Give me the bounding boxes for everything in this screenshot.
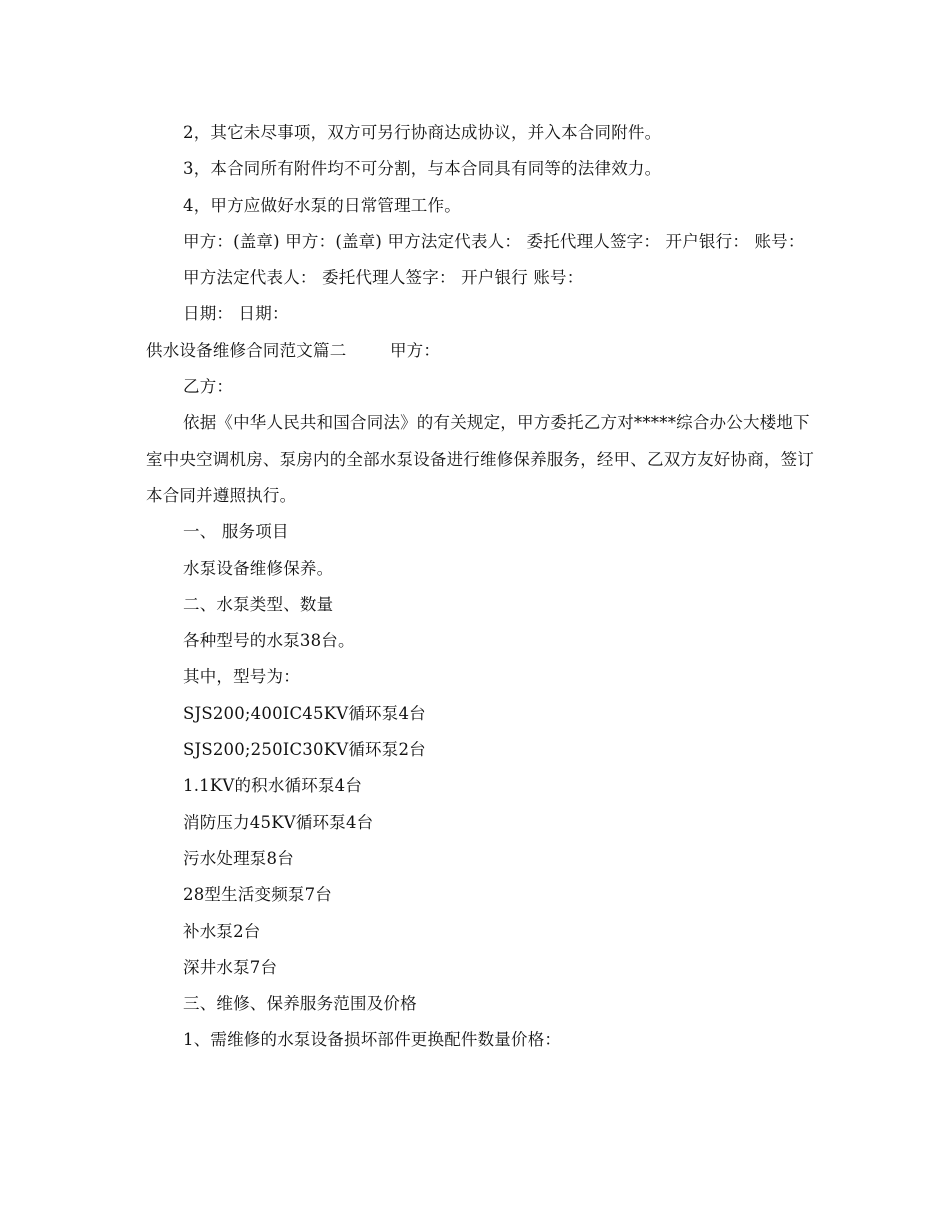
heading-scope-price: 三、维修、保养服务范围及价格 bbox=[183, 994, 417, 1014]
paragraph-parts-price: 1、需维修的水泵设备损坏部件更换配件数量价格： bbox=[183, 1030, 562, 1050]
document-body bbox=[146, 115, 816, 1059]
paragraph-dates: 日期： 日期： bbox=[183, 304, 289, 324]
paragraph-preamble: 依据《中华人民共和国合同法》的有关规定，甲方委托乙方对*****综合办公大楼地下室中央空调机房、泵房内的全部水泵设备进行维修保养服务，经甲、乙双方友好协商，签订本合同并遵照执行。 bbox=[146, 413, 814, 505]
paragraph-representative: 甲方法定代表人： 委托代理人签字： 开户银行 账号： bbox=[183, 268, 584, 288]
list-item: 补水泵2台 bbox=[183, 921, 261, 941]
list-item: 1.1KV的积水循环泵4台 bbox=[183, 776, 363, 796]
paragraph-clause-2: 2，其它未尽事项，双方可另行协商达成协议，并入本合同附件。 bbox=[183, 123, 662, 142]
section-title-part-two: 供水设备维修合同范文篇二 甲方： bbox=[146, 340, 441, 360]
list-item: 污水处理泵8台 bbox=[183, 848, 294, 868]
paragraph-signature-block: 甲方：(盖章) 甲方：(盖章) 甲方法定代表人： 委托代理人签字： 开户银行： 账号： bbox=[183, 231, 805, 251]
paragraph-clause-3: 3，本合同所有附件均不可分割，与本合同具有同等的法律效力。 bbox=[183, 159, 662, 179]
paragraph-models-intro: 其中，型号为： bbox=[183, 667, 300, 687]
list-item: SJS200;400IC45KV循环泵4台 bbox=[183, 703, 426, 723]
paragraph-service-desc: 水泵设备维修保养。 bbox=[183, 558, 334, 578]
list-item: 消防压力45KV循环泵4台 bbox=[183, 812, 374, 832]
list-item: 28型生活变频泵7台 bbox=[183, 885, 332, 905]
paragraph-pump-count: 各种型号的水泵38台。 bbox=[183, 631, 355, 651]
heading-pump-types: 二、水泵类型、数量 bbox=[183, 594, 334, 614]
list-item: SJS200;250IC30KV循环泵2台 bbox=[183, 740, 426, 760]
list-item: 深井水泵7台 bbox=[183, 957, 278, 977]
paragraph-party-b: 乙方： bbox=[183, 377, 234, 397]
heading-service-items: 一、 服务项目 bbox=[183, 522, 289, 542]
paragraph-clause-4: 4，甲方应做好水泵的日常管理工作。 bbox=[183, 195, 461, 215]
